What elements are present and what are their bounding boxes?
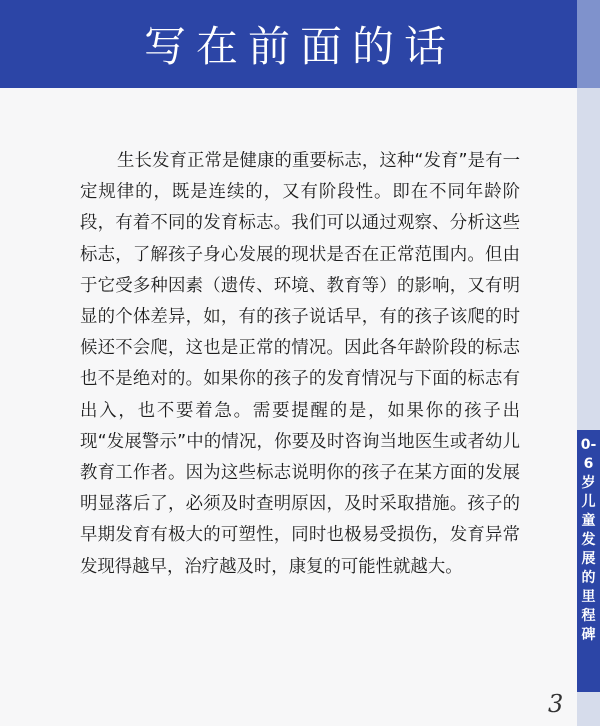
side-strip-top bbox=[577, 0, 600, 88]
body-paragraph: 生长发育正常是健康的重要标志，这种“发育”是有一定规律的，既是连续的，又有阶段性。即在不同年龄阶段，有着不同的发育标志。我们可以通过观察、分析这些标志，了解孩子身心发展的现状是否在正常范围内。但由于它受多种因素（遗传、环境、教育等）的影响，又有明显的个体差异，如，有的孩子说话早，有的孩子该爬的时候还不会爬，这也是正常的情况。因此各年龄阶段的标志也不是绝对的。如果你的孩子的发育情况与下面的标志有出入，也不要着急。需要提醒的是，如果你的孩子出现“发展警示”中的情况，你要及时咨询当地医生或者幼儿教育工作者。因为这些标志说明你的孩子在某方面的发展明显落后了，必须及时查明原因，及时采取措施。孩子的早期发育有极大的可塑性，同时也极易受损伤，发育异常发现得越早，治疗越及时，康复的可能性就越大。 bbox=[80, 151, 520, 577]
page-title: 写在前面的话 bbox=[143, 22, 456, 71]
page-number: 3 bbox=[548, 690, 564, 718]
section-side-tab-label: 0-6岁儿童发展的里程碑 bbox=[580, 437, 597, 643]
